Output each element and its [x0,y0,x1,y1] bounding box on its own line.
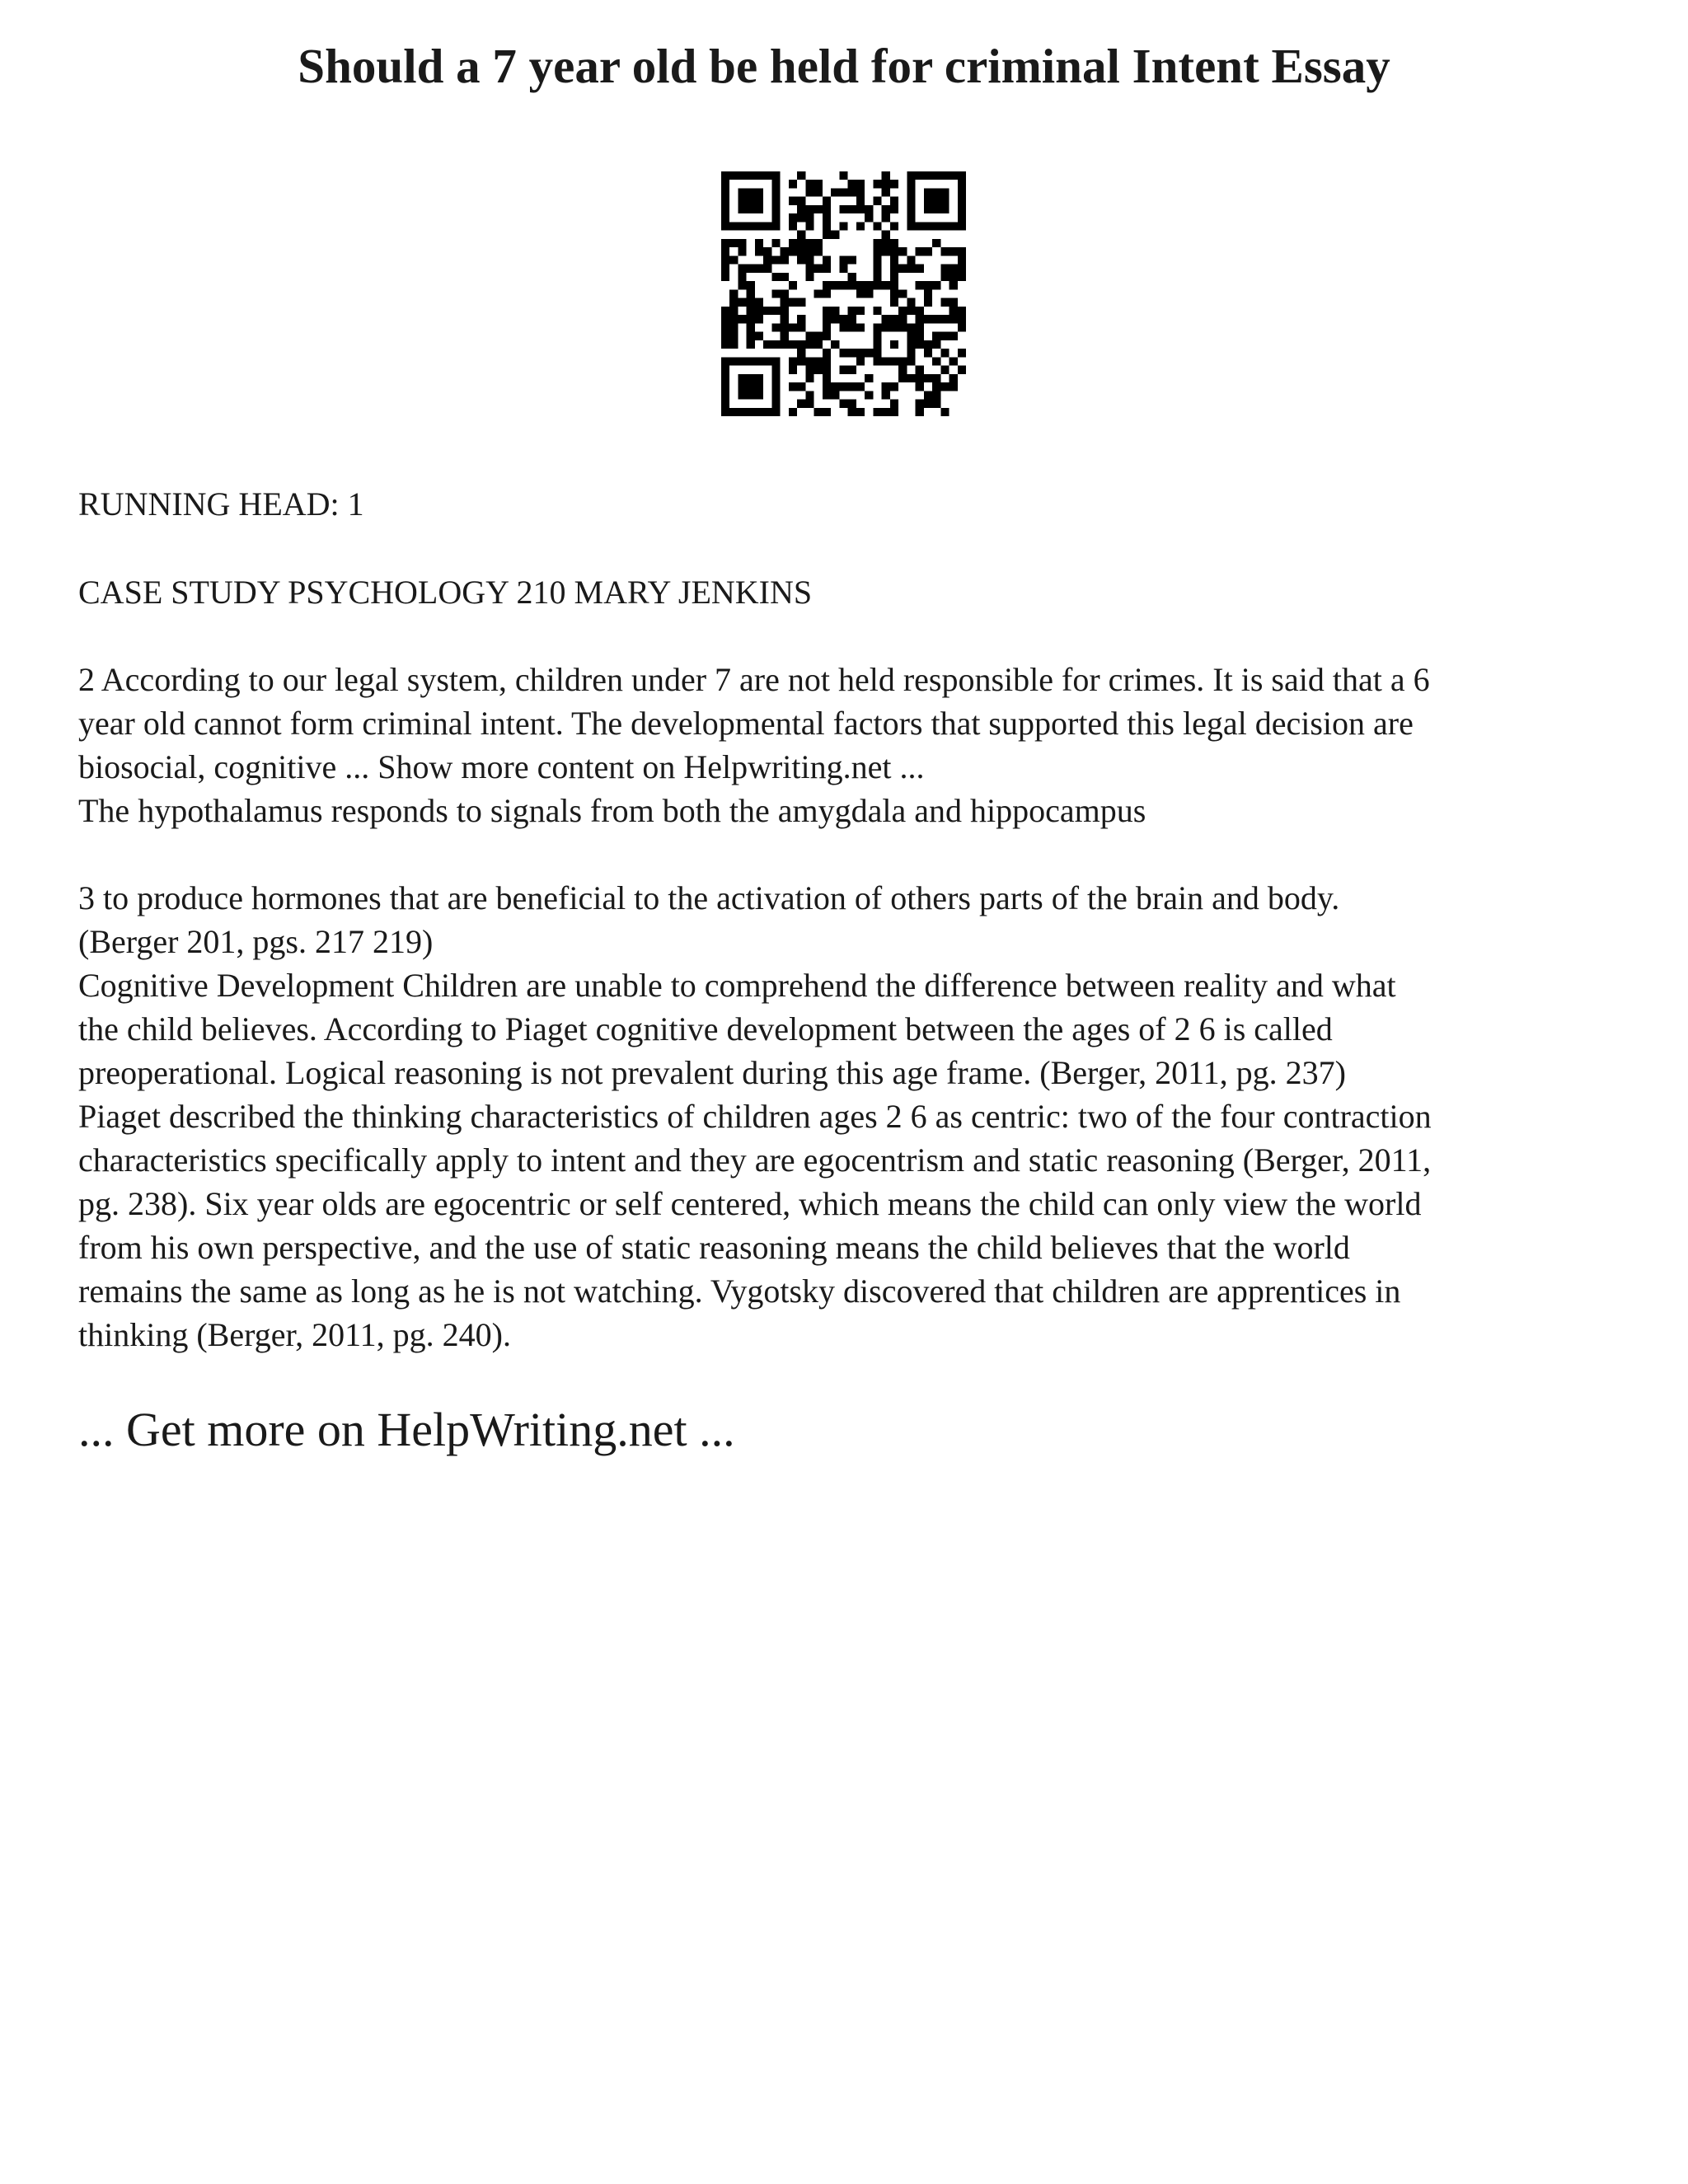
paragraph-line: characteristics specifically apply to intent and they are egocentrism and static reasoning (Berger, 2011, [78,1141,1432,1179]
paragraph-line: 3 to produce hormones that are beneficial to the activation of others parts of the brain and body. [78,879,1340,916]
paragraph-line: the child believes. According to Piaget cognitive development between the ages of 2 6 is called [78,1010,1333,1047]
paragraph-line: biosocial, cognitive ... Show more content on Helpwriting.net ... [78,748,925,785]
case-study-heading: CASE STUDY PSYCHOLOGY 210 MARY JENKINS [78,574,813,611]
paragraph-line: 2 According to our legal system, children under 7 are not held responsible for crimes. It is said that a 6 [78,661,1430,698]
paragraph-line: Cognitive Development Children are unable to comprehend the difference between reality and what [78,967,1396,1004]
paragraph-line: remains the same as long as he is not watching. Vygotsky discovered that children are apprentices in [78,1272,1401,1310]
document-title: Should a 7 year old be held for criminal Intent Essay [298,39,1390,93]
paragraph-line: from his own perspective, and the use of static reasoning means the child believes that the world [78,1229,1350,1266]
paragraph-line: year old cannot form criminal intent. The developmental factors that supported this legal decision are [78,705,1414,742]
paragraph-line: thinking (Berger, 2011, pg. 240). [78,1316,511,1353]
paragraph-line: The hypothalamus responds to signals from both the amygdala and hippocampus [78,792,1146,829]
qr-code [721,171,966,416]
paragraph-line: pg. 238). Six year olds are egocentric or self centered, which means the child can only view the world [78,1185,1422,1222]
paragraph-2 [78,876,1628,1357]
paragraph-line: (Berger 201, pgs. 217 219) [78,923,434,960]
paragraph-line: Piaget described the thinking characteristics of children ages 2 6 as centric: two of the four contraction [78,1098,1432,1135]
paragraph-line: preoperational. Logical reasoning is not prevalent during this age frame. (Berger, 2011, pg. 237) [78,1054,1346,1091]
paragraph-1 [78,658,1628,832]
running-head: RUNNING HEAD: 1 [78,485,364,523]
get-more-link[interactable]: ... Get more on HelpWriting.net ... [78,1403,735,1456]
